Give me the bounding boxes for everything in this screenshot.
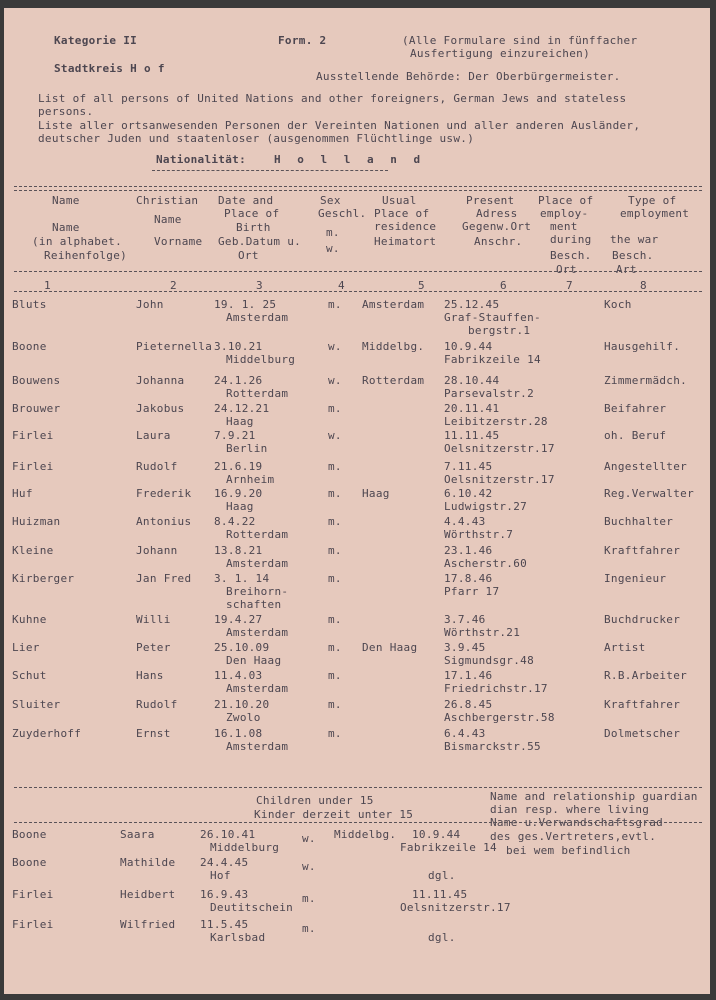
row-birth-place: Rotterdam (226, 528, 289, 541)
row-address-date: 17.1.46 (444, 669, 493, 682)
guardian-note-line-3: Name u.Verwandschaftsgrad (490, 816, 664, 829)
row-name: Bluts (12, 298, 47, 311)
row-first-name: Frederik (136, 487, 192, 500)
row-name: Bouwens (12, 374, 61, 387)
row-name: Huizman (12, 515, 61, 528)
row-first-name: Johanna (136, 374, 185, 387)
row-sex: m. (328, 613, 342, 626)
row-address-street: Wörthstr.7 (444, 528, 514, 541)
column-header-7-line-6: Ort (556, 263, 577, 276)
stadtkreis-label: Stadtkreis H o f (54, 62, 165, 75)
row-employment-type: Buchhalter (604, 515, 674, 528)
row-birth-place: Den Haag (226, 654, 282, 667)
column-header-1-line-3: Name (52, 221, 80, 234)
row-sex: m. (328, 544, 342, 557)
row-home: Amsterdam (362, 298, 425, 311)
row-first-name: Jan Fred (136, 572, 192, 585)
row-address-street: Graf-Stauffen- (444, 311, 541, 324)
row-name: Firlei (12, 460, 54, 473)
children-title-en: Children under 15 (256, 794, 374, 807)
row-sex: m. (328, 698, 342, 711)
row-sex: m. (328, 572, 342, 585)
row-address-date: 7.11.45 (444, 460, 493, 473)
row-birth-place: Middelburg (226, 353, 296, 366)
row-first-name: Willi (136, 613, 171, 626)
document-sheet (4, 8, 710, 994)
row-birth-place: Amsterdam (226, 682, 289, 695)
column-number-8: 8 (640, 279, 647, 292)
column-header-4-line-2: Geschl. (318, 207, 367, 220)
row-birth-date: 24.1.26 (214, 374, 263, 387)
child-address-street: Fabrikzeile 14 (400, 841, 497, 854)
child-birth-date: 26.10.41 (200, 828, 256, 841)
row-birth-place: Arnheim (226, 473, 275, 486)
row-birth-place: Amsterdam (226, 626, 289, 639)
row-sex: m. (328, 515, 342, 528)
row-birth-date: 3.10.21 (214, 340, 263, 353)
row-name: Kuhne (12, 613, 47, 626)
children-top-rule (14, 787, 702, 788)
child-birth-date: 16.9.43 (200, 888, 249, 901)
row-birth-place: Berlin (226, 442, 268, 455)
row-sex: w. (328, 374, 342, 387)
child-birth-place: Deutitschein (210, 901, 294, 914)
column-header-7-line-4: during (550, 233, 592, 246)
row-address-date: 17.8.46 (444, 572, 493, 585)
column-header-2-line-3: Vorname (154, 235, 203, 248)
row-home: Middelbg. (362, 340, 425, 353)
child-birth-place: Hof (210, 869, 231, 882)
row-name: Sluiter (12, 698, 61, 711)
row-address-street: Bismarckstr.55 (444, 740, 541, 753)
column-header-3-line-3: Birth (236, 221, 271, 234)
row-address-street: Aschbergerstr.58 (444, 711, 555, 724)
row-address-date: 20.11.41 (444, 402, 500, 415)
column-header-1-line-5: Reihenfolge) (44, 249, 128, 262)
row-first-name: Antonius (136, 515, 192, 528)
row-first-name: Peter (136, 641, 171, 654)
row-birth-date: 16.1.08 (214, 727, 263, 740)
child-name: Boone (12, 828, 47, 841)
row-address-street: Sigmundsgr.48 (444, 654, 534, 667)
column-number-5: 5 (418, 279, 425, 292)
row-home: Haag (362, 487, 390, 500)
row-address-date: 26.8.45 (444, 698, 493, 711)
column-header-7-line-5: Besch. (550, 249, 592, 262)
guardian-note-line-4: des ges.Vertreters,evtl. (490, 830, 657, 843)
row-sex: m. (328, 487, 342, 500)
row-birth-place-2: schaften (226, 598, 282, 611)
child-address-date: 11.11.45 (412, 888, 468, 901)
row-birth-place: Breihorn- (226, 585, 289, 598)
child-first-name: Heidbert (120, 888, 176, 901)
child-birth-date: 11.5.45 (200, 918, 249, 931)
row-address-street: Parsevalstr.2 (444, 387, 534, 400)
row-name: Huf (12, 487, 33, 500)
authority-label: Ausstellende Behörde: Der Oberbürgermeister. (316, 70, 621, 83)
row-first-name: Rudolf (136, 460, 178, 473)
row-employment-type: Artist (604, 641, 646, 654)
row-address-date: 11.11.45 (444, 429, 500, 442)
row-address-street: Friedrichstr.17 (444, 682, 548, 695)
column-header-2-line-2: Name (154, 213, 182, 226)
row-employment-type: Koch (604, 298, 632, 311)
row-name: Kirberger (12, 572, 75, 585)
row-employment-type: Kraftfahrer (604, 544, 681, 557)
child-address-street: dgl. (428, 931, 456, 944)
row-address-street: Ascherstr.60 (444, 557, 528, 570)
column-header-6-line-1: Present (466, 194, 515, 207)
column-header-5-line-4: Heimatort (374, 235, 437, 248)
row-first-name: Johann (136, 544, 178, 557)
row-employment-type: R.B.Arbeiter (604, 669, 688, 682)
column-number-3: 3 (256, 279, 263, 292)
children-header-rule (14, 822, 702, 823)
column-header-1-line-1: Name (52, 194, 80, 207)
row-birth-place: Haag (226, 500, 254, 513)
guardian-note-line-2: dian resp. where living (490, 803, 650, 816)
child-name: Firlei (12, 918, 54, 931)
german-title-line-2: deutscher Juden und staatenloser (ausgenommen Flüchtlinge usw.) (38, 132, 475, 145)
column-header-6-line-3: Gegenw.Ort (462, 220, 532, 233)
row-birth-date: 7.9.21 (214, 429, 256, 442)
column-header-4-line-1: Sex (320, 194, 341, 207)
child-birth-place: Karlsbad (210, 931, 266, 944)
column-header-8-line-3: the war (610, 233, 659, 246)
numbers-rule (14, 291, 702, 292)
row-address-date: 3.9.45 (444, 641, 486, 654)
column-header-1-line-4: (in alphabet. (32, 235, 122, 248)
english-title-line-1: List of all persons of United Nations and other foreigners, German Jews and stateless (38, 92, 627, 105)
row-name: Kleine (12, 544, 54, 557)
row-name: Boone (12, 340, 47, 353)
row-sex: w. (328, 429, 342, 442)
row-address-street: Oelsnitzerstr.17 (444, 442, 555, 455)
row-address-street: Pfarr 17 (444, 585, 500, 598)
row-address-street: Wörthstr.21 (444, 626, 521, 639)
row-employment-type: oh. Beruf (604, 429, 667, 442)
child-birth-date: 24.4.45 (200, 856, 249, 869)
row-employment-type: Zimmermädch. (604, 374, 688, 387)
column-header-7-line-3: ment (550, 220, 578, 233)
row-address-date: 10.9.44 (444, 340, 493, 353)
row-name: Brouwer (12, 402, 61, 415)
column-header-5-line-1: Usual (382, 194, 417, 207)
column-header-2-line-1: Christian (136, 194, 199, 207)
row-birth-date: 21.10.20 (214, 698, 270, 711)
column-header-3-line-2: Place of (224, 207, 280, 220)
row-birth-date: 3. 1. 14 (214, 572, 270, 585)
column-number-2: 2 (170, 279, 177, 292)
column-header-4-line-4: w. (326, 242, 340, 255)
guardian-note-line-5: bei wem befindlich (506, 844, 631, 857)
row-birth-date: 25.10.09 (214, 641, 270, 654)
child-name: Firlei (12, 888, 54, 901)
row-sex: m. (328, 669, 342, 682)
row-birth-date: 13.8.21 (214, 544, 263, 557)
column-header-4-line-3: m. (326, 226, 340, 239)
row-birth-date: 16.9.20 (214, 487, 263, 500)
english-title-line-2: persons. (38, 105, 94, 118)
row-first-name: Jakobus (136, 402, 185, 415)
nationality-label: Nationalität: (156, 153, 246, 166)
row-employment-type: Kraftfahrer (604, 698, 681, 711)
row-birth-date: 24.12.21 (214, 402, 270, 415)
row-birth-place: Rotterdam (226, 387, 289, 400)
child-name: Boone (12, 856, 47, 869)
row-birth-date: 8.4.22 (214, 515, 256, 528)
child-sex: m. (302, 892, 316, 905)
child-sex: w. (302, 832, 316, 845)
row-sex: w. (328, 340, 342, 353)
row-address-date: 4.4.43 (444, 515, 486, 528)
note-line-2: Ausfertigung einzureichen) (410, 47, 590, 60)
column-number-7: 7 (566, 279, 573, 292)
header-rule (14, 271, 702, 272)
column-header-3-line-4: Geb.Datum u. (218, 235, 302, 248)
child-first-name: Mathilde (120, 856, 176, 869)
column-header-6-line-4: Anschr. (474, 235, 523, 248)
column-header-8-line-2: employment (620, 207, 690, 220)
column-header-7-line-1: Place of (538, 194, 594, 207)
row-first-name: Hans (136, 669, 164, 682)
child-first-name: Wilfried (120, 918, 176, 931)
row-address-date: 6.10.42 (444, 487, 493, 500)
column-header-8-line-4: Besch. (612, 249, 654, 262)
row-address-date: 3.7.46 (444, 613, 486, 626)
german-title-line-1: Liste aller ortsanwesenden Personen der Vereinten Nationen und aller anderen Ausländer, (38, 119, 641, 132)
row-first-name: Rudolf (136, 698, 178, 711)
row-address-street-2: bergstr.1 (468, 324, 531, 337)
row-employment-type: Ingenieur (604, 572, 667, 585)
column-header-8-line-5: Art (616, 263, 637, 276)
note-line-1: (Alle Formulare sind in fünffacher (402, 34, 638, 47)
row-sex: m. (328, 727, 342, 740)
table-top-rule-2 (14, 190, 702, 191)
row-sex: m. (328, 402, 342, 415)
column-header-5-line-2: Place of (374, 207, 430, 220)
child-address-street: Oelsnitzerstr.17 (400, 901, 511, 914)
row-first-name: Laura (136, 429, 171, 442)
row-employment-type: Buchdrucker (604, 613, 681, 626)
guardian-note-line-1: Name and relationship guardian (490, 790, 698, 803)
column-header-7-line-2: employ- (540, 207, 589, 220)
row-birth-date: 19.4.27 (214, 613, 263, 626)
row-birth-place: Amsterdam (226, 557, 289, 570)
kategorie-label: Kategorie II (54, 34, 138, 47)
row-birth-place: Haag (226, 415, 254, 428)
table-top-rule (14, 186, 702, 187)
row-name: Zuyderhoff (12, 727, 82, 740)
row-sex: m. (328, 460, 342, 473)
row-first-name: Ernst (136, 727, 171, 740)
row-address-date: 28.10.44 (444, 374, 500, 387)
column-number-4: 4 (338, 279, 345, 292)
row-birth-date: 19. 1. 25 (214, 298, 277, 311)
child-birth-place: Middelburg (210, 841, 280, 854)
child-home: Middelbg. (334, 828, 397, 841)
row-birth-date: 21.6.19 (214, 460, 263, 473)
child-address-street: dgl. (428, 869, 456, 882)
row-address-date: 6.4.43 (444, 727, 486, 740)
nationality-underline (152, 170, 388, 171)
column-header-3-line-5: Ort (238, 249, 259, 262)
row-name: Firlei (12, 429, 54, 442)
column-header-8-line-1: Type of (628, 194, 677, 207)
row-address-date: 23.1.46 (444, 544, 493, 557)
child-sex: m. (302, 922, 316, 935)
row-employment-type: Hausgehilf. (604, 340, 681, 353)
child-address-date: 10.9.44 (412, 828, 461, 841)
column-number-6: 6 (500, 279, 507, 292)
column-number-1: 1 (44, 279, 51, 292)
column-header-3-line-1: Date and (218, 194, 274, 207)
row-birth-date: 11.4.03 (214, 669, 263, 682)
row-address-street: Ludwigstr.27 (444, 500, 528, 513)
row-employment-type: Beifahrer (604, 402, 667, 415)
child-first-name: Saara (120, 828, 155, 841)
column-header-5-line-3: residence (374, 220, 437, 233)
row-employment-type: Dolmetscher (604, 727, 681, 740)
row-address-street: Oelsnitzerstr.17 (444, 473, 555, 486)
row-address-street: Leibitzerstr.28 (444, 415, 548, 428)
child-sex: w. (302, 860, 316, 873)
row-sex: m. (328, 298, 342, 311)
row-name: Lier (12, 641, 40, 654)
row-name: Schut (12, 669, 47, 682)
row-first-name: Pieternella (136, 340, 213, 353)
row-sex: m. (328, 641, 342, 654)
children-title-de: Kinder derzeit unter 15 (254, 808, 414, 821)
row-home: Rotterdam (362, 374, 425, 387)
row-home: Den Haag (362, 641, 418, 654)
row-birth-place: Zwolo (226, 711, 261, 724)
row-address-date: 25.12.45 (444, 298, 500, 311)
row-birth-place: Amsterdam (226, 740, 289, 753)
column-header-6-line-2: Adress (476, 207, 518, 220)
row-birth-place: Amsterdam (226, 311, 289, 324)
row-employment-type: Reg.Verwalter (604, 487, 694, 500)
nationality-value: H o l l a n d (274, 153, 426, 166)
row-employment-type: Angestellter (604, 460, 688, 473)
row-address-street: Fabrikzeile 14 (444, 353, 541, 366)
form-label: Form. 2 (278, 34, 327, 47)
row-first-name: John (136, 298, 164, 311)
